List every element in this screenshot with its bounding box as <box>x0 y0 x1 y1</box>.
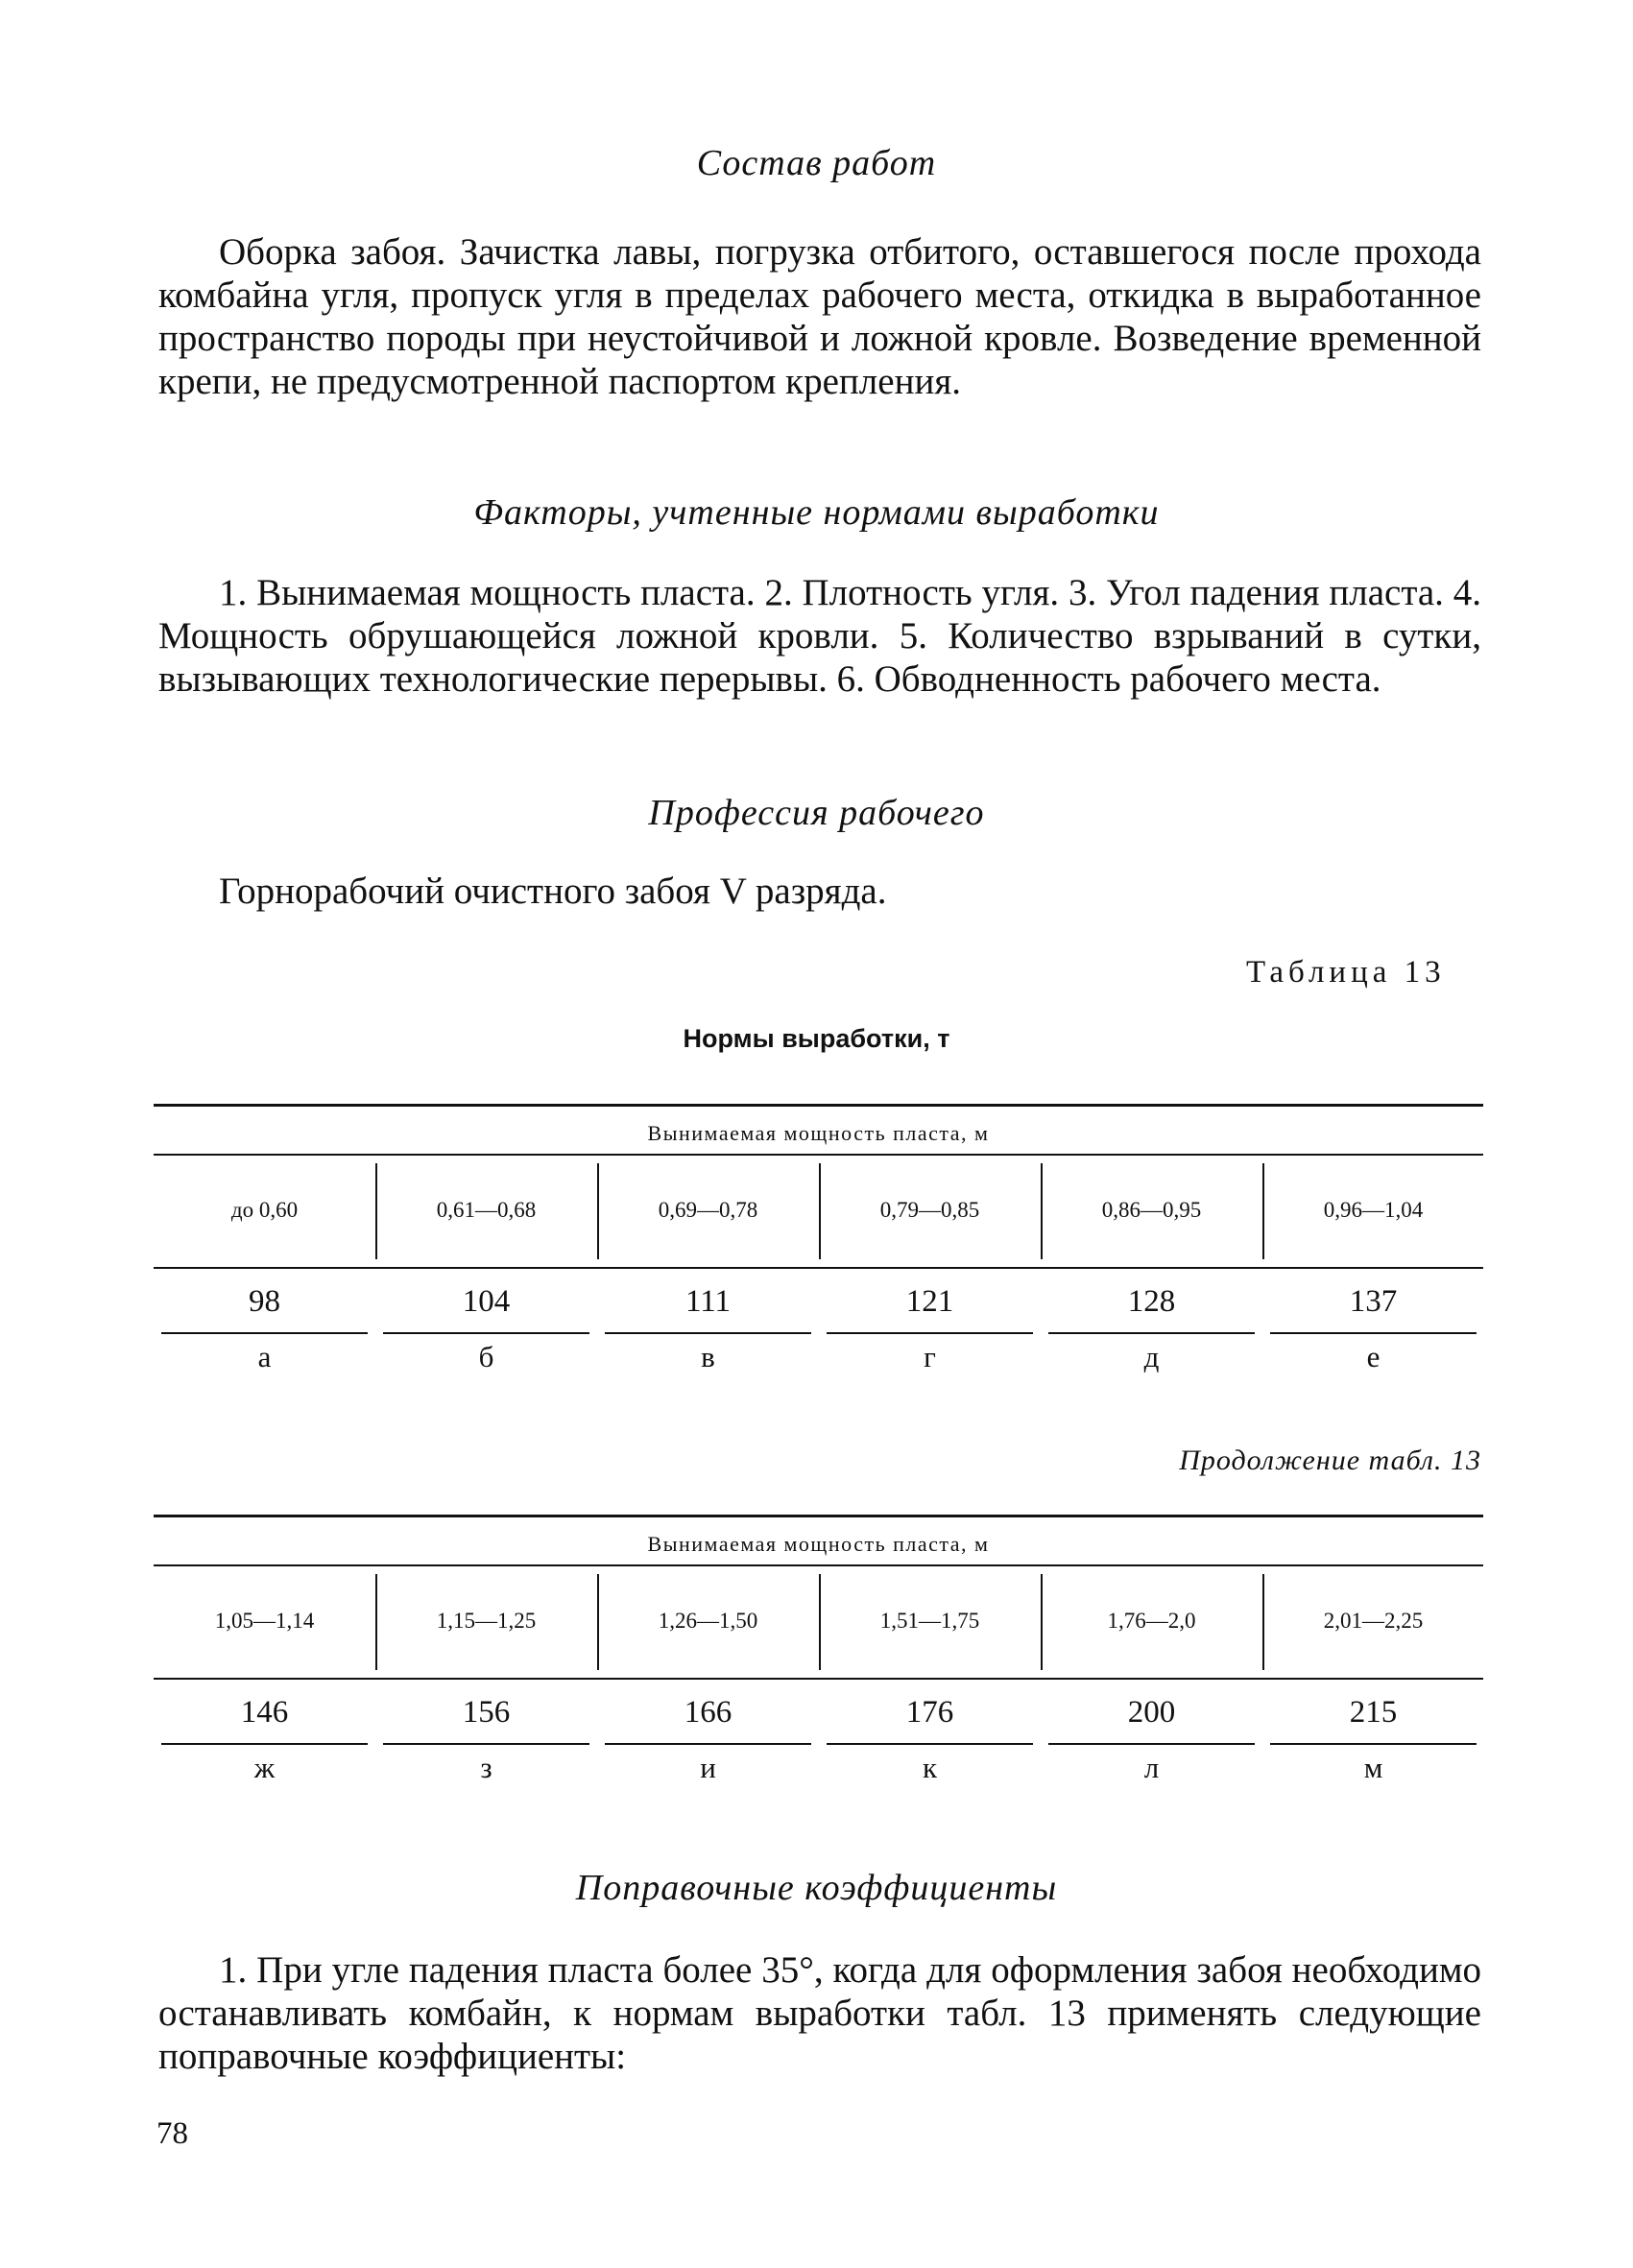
value-underline <box>827 1743 1033 1745</box>
column-letter: ж <box>253 1751 276 1784</box>
profession-text: Горнорабочий очистного забоя V разряда. <box>219 871 887 912</box>
value-underline <box>1048 1332 1255 1334</box>
value-underline <box>161 1743 368 1745</box>
norms-table-part2 <box>154 1515 1483 1802</box>
value-underline <box>1048 1743 1255 1745</box>
table-header-rule <box>154 1564 1483 1566</box>
table-top-rule <box>154 1515 1483 1517</box>
page-number: 78 <box>156 2116 188 2151</box>
range-cell: 0,96—1,04 <box>1323 1198 1424 1222</box>
value-underline <box>383 1332 589 1334</box>
value-cell: 121 <box>905 1284 954 1319</box>
continuation-label: Продолжение табл. 13 <box>1179 1444 1481 1476</box>
range-cell: 2,01—2,25 <box>1323 1609 1424 1633</box>
table-top-rule <box>154 1104 1483 1107</box>
column-letter: м <box>1363 1751 1383 1784</box>
heading-profession: Профессия рабочего <box>648 793 985 833</box>
value-cell: 200 <box>1127 1695 1176 1730</box>
range-cell: 1,15—1,25 <box>436 1609 537 1633</box>
table-caption: Таблица 13 <box>1246 955 1446 990</box>
value-underline <box>383 1743 589 1745</box>
value-underline <box>1270 1743 1477 1745</box>
value-cell: 111 <box>684 1284 732 1319</box>
table-span-header: Вынимаемая мощность пласта, м <box>647 1121 990 1145</box>
range-cell: 1,51—1,75 <box>879 1609 980 1633</box>
value-cell: 137 <box>1349 1284 1398 1319</box>
column-letter: д <box>1143 1340 1160 1373</box>
table-title: Нормы выработки, т <box>683 1024 950 1053</box>
coefficients-text: 1. При угле падения пласта более 35°, когда для оформления забоя необходимо останавливать комбайн, к нормам выработки табл. 13 применять следующие поправочные коэффициенты: <box>158 1949 1481 2077</box>
heading-work-composition: Состав работ <box>696 143 937 183</box>
column-letter: л <box>1143 1751 1160 1784</box>
heading-factors: Факторы, учтенные нормами выработки <box>473 492 1160 533</box>
value-cell: 98 <box>249 1284 280 1319</box>
column-letter: г <box>924 1340 936 1373</box>
column-letter: е <box>1366 1340 1381 1373</box>
value-underline <box>1270 1332 1477 1334</box>
range-cell: 0,86—0,95 <box>1101 1198 1202 1222</box>
range-cell: 0,79—0,85 <box>879 1198 980 1222</box>
value-cell: 166 <box>684 1695 732 1730</box>
column-letter: и <box>700 1751 716 1784</box>
column-letter: а <box>257 1340 272 1373</box>
paragraph-work-composition <box>158 230 1481 403</box>
value-cell: 104 <box>462 1284 511 1319</box>
table-body-rule <box>154 1678 1483 1680</box>
value-underline <box>605 1332 811 1334</box>
range-cell: 1,76—2,0 <box>1107 1609 1196 1633</box>
value-cell: 128 <box>1127 1284 1176 1319</box>
column-letter: б <box>478 1340 494 1373</box>
range-cell: 0,69—0,78 <box>658 1198 758 1222</box>
range-cell: до 0,60 <box>230 1198 299 1222</box>
heading-coefficients: Поправочные коэффициенты <box>575 1868 1058 1908</box>
factors-text: 1. Вынимаемая мощность пласта. 2. Плотность угля. 3. Угол падения пласта. 4. Мощность обрушающейся ложной кровли. 5. Количество взрываний в сутки, вызывающих технологические перерывы. 6. Обводненность рабочего места. <box>158 572 1481 700</box>
table-span-header: Вынимаемая мощность пласта, м <box>647 1532 990 1556</box>
column-letter: в <box>701 1340 715 1373</box>
value-cell: 146 <box>240 1695 289 1730</box>
paragraph-profession <box>158 870 1481 913</box>
range-cell: 1,05—1,14 <box>214 1609 315 1633</box>
range-cell: 1,26—1,50 <box>658 1609 758 1633</box>
value-underline <box>827 1332 1033 1334</box>
column-letter: з <box>480 1751 492 1784</box>
table-header-rule <box>154 1154 1483 1156</box>
value-cell: 156 <box>462 1695 511 1730</box>
value-underline <box>161 1332 368 1334</box>
value-underline <box>605 1743 811 1745</box>
range-cell: 0,61—0,68 <box>436 1198 537 1222</box>
value-cell: 176 <box>905 1695 954 1730</box>
column-letter: к <box>922 1751 938 1784</box>
paragraph-coefficients <box>158 1948 1481 2078</box>
norms-table-part1 <box>154 1104 1483 1392</box>
value-cell: 215 <box>1349 1695 1398 1730</box>
paragraph-factors <box>158 571 1481 701</box>
work-composition-text: Оборка забоя. Зачистка лавы, погрузка отбитого, оставшегося после прохода комбайна угля, пропуск угля в пределах рабочего места, откидка в выработанное пространство породы при неустойчивой и ложной кровле. Возведение временной крепи, не предусмотренной паспортом крепления. <box>158 231 1481 402</box>
table-body-rule <box>154 1267 1483 1269</box>
